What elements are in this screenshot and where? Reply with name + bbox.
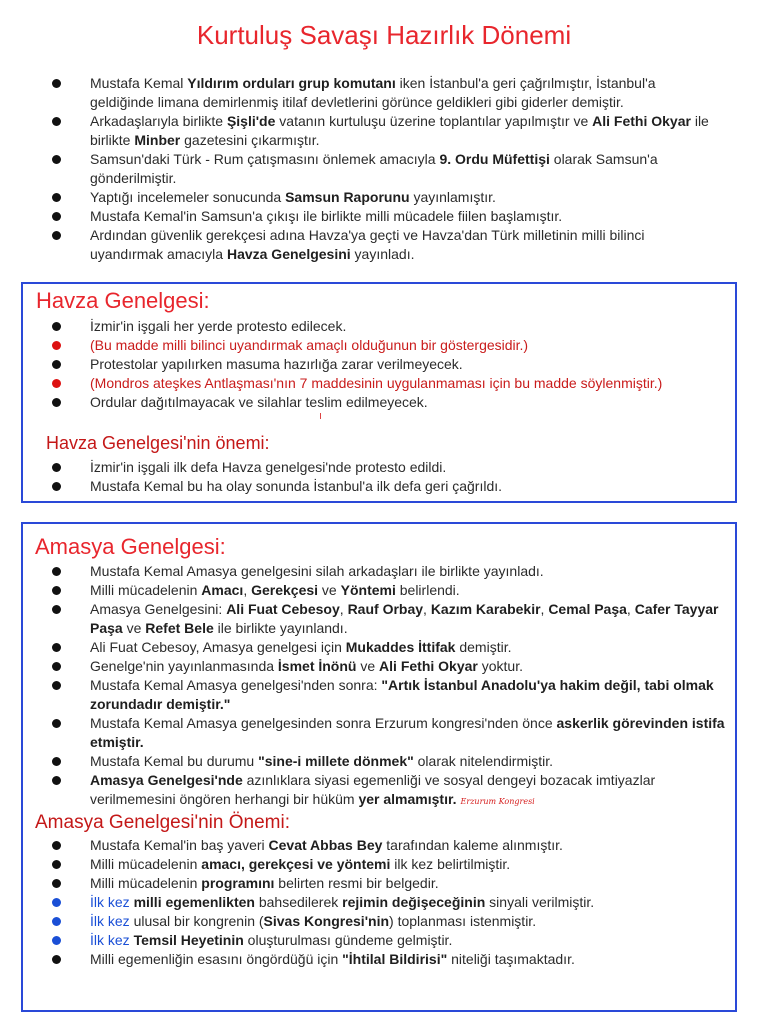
bullet-icon	[52, 681, 61, 690]
text-run: İzmir'in işgali her yerde protesto edilecek.	[90, 318, 347, 334]
text-run: ve	[318, 582, 341, 598]
text-run: Milli mücadelenin	[90, 856, 202, 872]
text-run: Ordular dağıtılmayacak ve silahlar teslim edilmeyecek.	[90, 394, 428, 410]
text-run: Cevat Abbas Bey	[268, 837, 383, 853]
text-run: Samsun Raporunu	[285, 189, 410, 205]
text-run: belirlendi.	[395, 582, 460, 598]
text-run: olarak Samsun'a gönderilmiştir.	[90, 151, 658, 186]
text-run: Ardından güvenlik gerekçesi adına Havza'ya geçti ve Havza'dan Türk milletinin milli bilinci uyandırmak amacıyla	[90, 227, 645, 262]
text-run: ulusal bir kongrenin (	[129, 913, 264, 929]
text-run: Şişli'de	[226, 113, 276, 129]
list-item	[90, 836, 730, 855]
list-item	[90, 355, 720, 374]
text-run: Samsun'daki Türk - Rum çatışmasını önlemek amacıyla	[90, 151, 440, 167]
text-run: Milli mücadelenin	[90, 582, 202, 598]
text-run: yayınlamıştır.	[409, 189, 496, 205]
text-run: 9. Ordu Müfettişi	[439, 151, 550, 167]
text-run: Amasya Genelgesini:	[90, 601, 227, 617]
text-run: Cafer Tayyar Paşa	[90, 601, 719, 636]
bullet-icon	[52, 117, 61, 126]
text-run: Mukaddes İttifak	[345, 639, 456, 655]
handwritten-note: Erzurum Kongresi	[460, 797, 535, 806]
text-run: ,	[540, 601, 549, 617]
bullet-icon	[52, 398, 61, 407]
text-run: vatanın kurtuluşu üzerine toplantılar yapılmıştır ve	[275, 113, 593, 129]
bullet-icon	[52, 776, 61, 785]
bullet-icon	[52, 917, 61, 926]
text-run: askerlik görevinden istifa etmiştir.	[90, 715, 725, 750]
bullet-icon	[52, 586, 61, 595]
list-item	[90, 600, 730, 638]
text-run: Mustafa Kemal	[90, 75, 188, 91]
text-run: Cemal Paşa	[548, 601, 627, 617]
text-run: (Mondros ateşkes Antlaşması'nın 7 maddesinin uygulanmaması için bu madde söylenmiştir.)	[90, 375, 663, 391]
text-run: Ali Fethi Okyar	[379, 658, 478, 674]
text-run: Protestolar yapılırken masuma hazırlığa zarar verilmeyecek.	[90, 356, 463, 372]
text-run: bahsedilerek	[254, 894, 343, 910]
bullet-icon	[52, 379, 61, 388]
pen-mark	[320, 413, 321, 419]
bullet-icon	[52, 567, 61, 576]
text-run: azınlıklara siyasi egemenliği ve sosyal dengeyi bozacak imtiyazlar verilmemesini öngören herhangi bir hüküm	[90, 772, 656, 807]
text-run: amacı, gerekçesi ve yöntemi	[201, 856, 391, 872]
list-item	[90, 336, 720, 355]
text-run: rejimin değişeceğinin	[342, 894, 486, 910]
text-run: ve	[122, 620, 146, 636]
text-run: Mustafa Kemal Amasya genelgesi'nden sonra:	[90, 677, 382, 693]
list-item	[90, 393, 720, 412]
text-run: ile birlikte yayınlandı.	[213, 620, 348, 636]
list-item	[90, 752, 730, 771]
text-run: Amacı	[201, 582, 244, 598]
text-run: "sine-i millete dönmek"	[258, 753, 414, 769]
text-run: iken İstanbul'a geri çağrılmıştır, İstanbul'a geldiğinde limana demirlenmiş itilaf devletlerini görünce geldikleri gibi giderler demiştir.	[90, 75, 656, 110]
text-run: niteliği taşımaktadır.	[447, 951, 575, 967]
bullet-icon	[52, 757, 61, 766]
text-run: (Bu madde milli bilinci uyandırmak amaçlı olduğunun bir göstergesidir.)	[90, 337, 529, 353]
text-run: oluşturulması gündeme gelmiştir.	[243, 932, 453, 948]
bullet-icon	[52, 155, 61, 164]
text-run: belirten resmi bir belgedir.	[274, 875, 439, 891]
text-run: olarak nitelendirmiştir.	[413, 753, 554, 769]
text-run: İlk kez	[90, 894, 130, 910]
text-run: Mustafa Kemal Amasya genelgesini silah arkadaşları ile birlikte yayınladı.	[90, 563, 544, 579]
text-run: İlk kez	[90, 913, 130, 929]
bullet-icon	[52, 463, 61, 472]
text-run: Yöntemi	[340, 582, 396, 598]
text-run: Arkadaşlarıyla birlikte	[90, 113, 227, 129]
bullet-icon	[52, 322, 61, 331]
text-run: Temsil Heyetinin	[133, 932, 244, 948]
text-run: Milli egemenliğin esasını öngördüğü için	[90, 951, 343, 967]
bullet-icon	[52, 719, 61, 728]
list-item	[90, 317, 720, 336]
text-run: Ali Fethi Okyar	[592, 113, 691, 129]
text-run: yoktur.	[477, 658, 523, 674]
list-item	[90, 893, 730, 912]
havza-title: Havza Genelgesi:	[36, 288, 210, 313]
list-item	[90, 477, 720, 496]
text-run: Amasya Genelgesi'nde	[90, 772, 243, 788]
text-run: ,	[243, 582, 252, 598]
amasya-list	[90, 562, 730, 811]
text-run: Mustafa Kemal bu durumu	[90, 753, 259, 769]
list-item	[90, 874, 730, 893]
list-item	[90, 657, 730, 676]
bullet-icon	[52, 662, 61, 671]
text-run: yayınladı.	[350, 246, 415, 262]
list-item	[90, 638, 730, 657]
list-item	[90, 74, 710, 112]
page-title: Kurtuluş Savaşı Hazırlık Dönemi	[196, 20, 572, 50]
text-run: Yıldırım orduları grup komutanı	[187, 75, 396, 91]
list-item	[90, 226, 710, 264]
amasya-title: Amasya Genelgesi:	[35, 534, 226, 559]
bullet-icon	[52, 955, 61, 964]
text-run: Genelge'nin yayınlanmasında	[90, 658, 278, 674]
amasya-importance-title: Amasya Genelgesi'nin Önemi:	[35, 812, 290, 833]
havza-list	[90, 317, 720, 412]
text-run: ) toplanması istenmiştir.	[389, 913, 537, 929]
text-run: "Artık İstanbul Anadolu'ya hakim değil, tabi olmak zorundadır demiştir."	[90, 677, 714, 712]
text-run: yer almamıştır.	[358, 791, 457, 807]
list-item	[90, 855, 730, 874]
bullet-icon	[52, 212, 61, 221]
text-run: İzmir'in işgali ilk defa Havza genelgesi'nde protesto edildi.	[90, 459, 447, 475]
text-run: Rauf Orbay	[347, 601, 424, 617]
list-item	[90, 458, 720, 477]
amasya-importance-list	[90, 836, 730, 969]
bullet-icon	[52, 879, 61, 888]
bullet-icon	[52, 231, 61, 240]
bullet-icon	[52, 360, 61, 369]
text-run: İlk kez	[90, 932, 130, 948]
text-run: demiştir.	[455, 639, 512, 655]
list-item	[90, 771, 730, 811]
havza-importance-title: Havza Genelgesi'nin önemi:	[46, 433, 270, 453]
text-run: Mustafa Kemal'in Samsun'a çıkışı ile birlikte milli mücadele fiilen başlamıştır.	[90, 208, 563, 224]
text-run: ,	[339, 601, 348, 617]
list-item	[90, 562, 730, 581]
list-item	[90, 374, 720, 393]
text-run: Yaptığı incelemeler sonucunda	[90, 189, 286, 205]
text-run: sinyali verilmiştir.	[485, 894, 595, 910]
list-item	[90, 581, 730, 600]
list-item	[90, 676, 730, 714]
bullet-icon	[52, 860, 61, 869]
list-item	[90, 207, 710, 226]
list-item	[90, 714, 730, 752]
list-item	[90, 912, 730, 931]
text-run: Mustafa Kemal'in baş yaveri	[90, 837, 269, 853]
text-run: ve	[356, 658, 380, 674]
list-item	[90, 150, 710, 188]
text-run: Havza Genelgesini	[226, 246, 351, 262]
text-run: Kazım Karabekir	[430, 601, 541, 617]
text-run: Mustafa Kemal Amasya genelgesinden sonra Erzurum kongresi'nden önce	[90, 715, 557, 731]
text-run: programını	[201, 875, 275, 891]
text-run: milli egemenlikten	[133, 894, 255, 910]
text-run: ,	[626, 601, 635, 617]
text-run: ,	[423, 601, 431, 617]
text-run: Milli mücadelenin	[90, 875, 202, 891]
text-run: Sivas Kongresi'nin	[263, 913, 390, 929]
text-run: Mustafa Kemal bu ha olay sonunda İstanbul'a ilk defa geri çağrıldı.	[90, 478, 503, 494]
bullet-icon	[52, 79, 61, 88]
text-run: İsmet İnönü	[277, 658, 357, 674]
bullet-icon	[52, 898, 61, 907]
bullet-icon	[52, 482, 61, 491]
havza-importance-list	[90, 458, 720, 496]
text-run: Gerekçesi	[251, 582, 319, 598]
text-run: ile birlikte	[90, 113, 709, 148]
list-item	[90, 950, 730, 969]
bullet-icon	[52, 605, 61, 614]
bullet-icon	[52, 936, 61, 945]
intro-list	[90, 74, 710, 264]
text-run: ilk kez belirtilmiştir.	[390, 856, 511, 872]
bullet-icon	[52, 841, 61, 850]
list-item	[90, 188, 710, 207]
list-item	[90, 931, 730, 950]
text-run: "İhtilal Bildirisi"	[342, 951, 448, 967]
text-run: gazetesini çıkarmıştır.	[180, 132, 320, 148]
bullet-icon	[52, 193, 61, 202]
text-run: Ali Fuat Cebesoy, Amasya genelgesi için	[90, 639, 346, 655]
text-run: tarafından kaleme alınmıştır.	[382, 837, 563, 853]
text-run: Minber	[134, 132, 181, 148]
bullet-icon	[52, 341, 61, 350]
text-run: Refet Bele	[145, 620, 214, 636]
bullet-icon	[52, 643, 61, 652]
text-run: Ali Fuat Cebesoy	[226, 601, 340, 617]
list-item	[90, 112, 710, 150]
